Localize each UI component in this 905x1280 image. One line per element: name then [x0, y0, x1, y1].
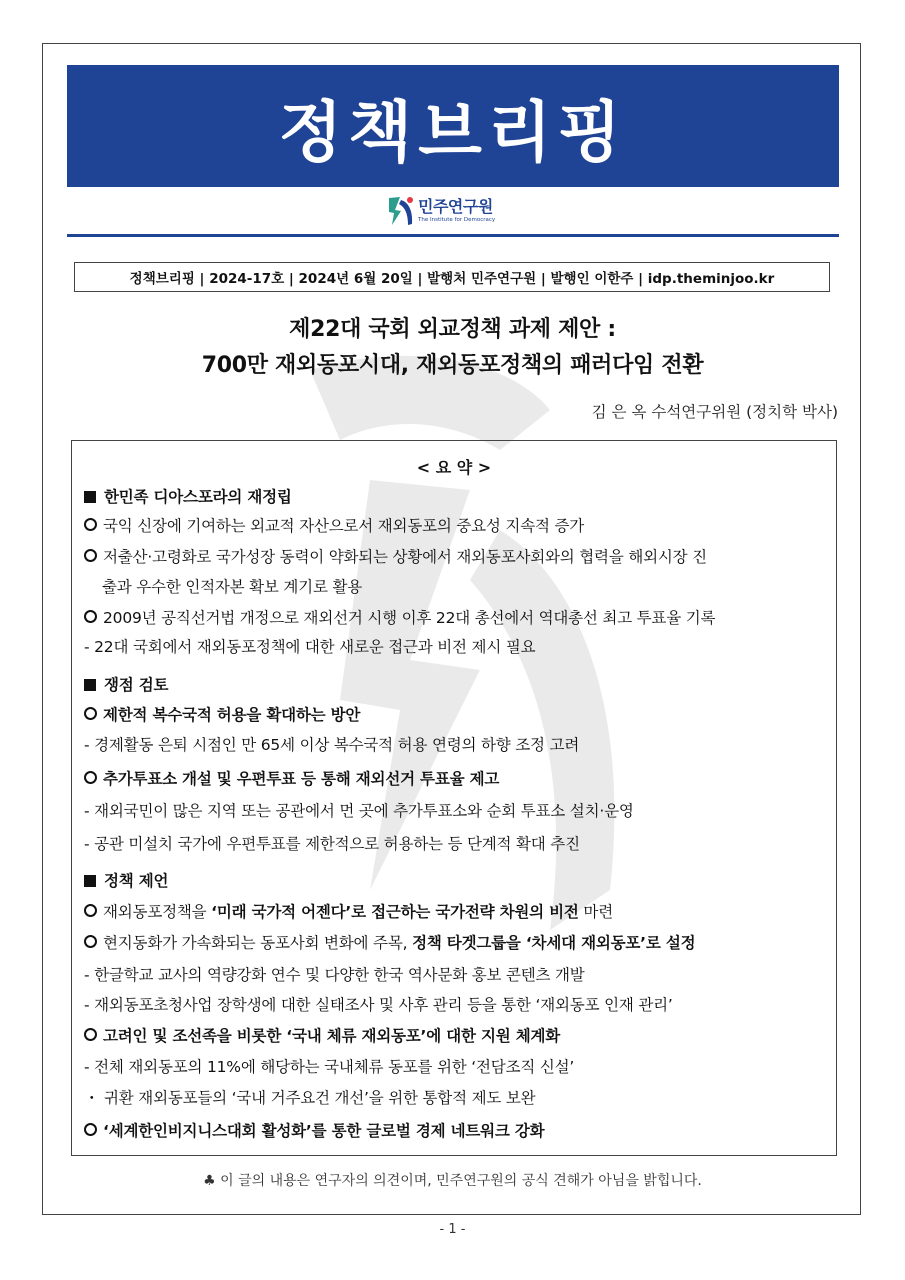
circle-bullet-icon — [84, 771, 97, 784]
list-item: 현지동화가 가속화되는 동포사회 변화에 주목, 정책 타겟그룹을 ‘차세대 재외동포’로 설정 — [84, 931, 695, 953]
circle-bullet-icon — [84, 518, 97, 531]
author-line: 김 은 옥 수석연구위원 (정치학 박사) — [591, 403, 838, 421]
list-subitem: - 공관 미설치 국가에 우편투표를 제한적으로 허용하는 등 단계적 확대 추진 — [84, 835, 580, 853]
list-item: 2009년 공직선거법 개정으로 재외선거 시행 이후 22대 총선에서 역대총선 최고 투표율 기록 — [84, 606, 715, 628]
document-title-line1: 제22대 국회 외교정책 과제 제안 : — [289, 317, 616, 342]
document-title-line2: 700만 재외동포시대, 재외동포정책의 패러다임 전환 — [201, 353, 704, 378]
list-subitem: - 전체 재외동포의 11%에 해당하는 국내체류 동포를 위한 ‘전담조직 신설’ — [84, 1058, 575, 1076]
section-heading-1: 한민족 디아스포라의 재정립 — [84, 485, 292, 507]
list-item: 제한적 복수국적 허용을 확대하는 방안 — [84, 703, 360, 725]
list-subitem: - 한글학교 교사의 역량강화 연수 및 다양한 한국 역사문화 홍보 콘텐츠 개발 — [84, 966, 585, 984]
logo-name: 민주연구원 — [418, 197, 493, 216]
issue-info-text: 정책브리핑 | 2024-17호 | 2024년 6월 20일 | 발행처 민주연구원 | 발행인 이한주 | idp.theminjoo.kr — [129, 271, 775, 287]
list-subitem: - 재외동포초청사업 장학생에 대한 실태조사 및 사후 관리 등을 통한 ‘재외동포 인재 관리’ — [84, 996, 673, 1014]
header-banner — [67, 65, 839, 187]
list-item-continuation: 출과 우수한 인적자본 확보 계기로 활용 — [102, 578, 363, 596]
square-bullet-icon — [84, 875, 96, 887]
page-number: - 1 - — [439, 1222, 466, 1237]
list-item: 고려인 및 조선족을 비롯한 ‘국내 체류 재외동포’에 대한 지원 체계화 — [84, 1024, 560, 1046]
banner-title: 정책브리핑 — [278, 92, 628, 171]
circle-bullet-icon — [84, 610, 97, 623]
circle-bullet-icon — [84, 1028, 97, 1041]
summary-title: < 요 약 > — [416, 458, 492, 477]
square-bullet-icon — [84, 491, 96, 503]
list-item: 국익 신장에 기여하는 외교적 자산으로서 재외동포의 중요성 지속적 증가 — [84, 514, 584, 536]
issue-info-box — [74, 262, 830, 292]
circle-bullet-icon — [84, 1123, 97, 1136]
section-heading-3: 정책 제언 — [84, 869, 168, 891]
square-bullet-icon — [84, 679, 96, 691]
list-item: 재외동포정책을 ‘미래 국가적 어젠다’로 접근하는 국가전략 차원의 비전 마련 — [84, 900, 613, 922]
summary-box — [71, 440, 837, 1156]
list-item: ‘세계한인비지니스대회 활성화’를 통한 글로벌 경제 네트워크 강화 — [84, 1119, 544, 1141]
header-divider — [67, 234, 839, 237]
circle-bullet-icon — [84, 707, 97, 720]
list-item: 저출산·고령화로 국가성장 동력이 약화되는 상황에서 재외동포사회와의 협력을 해외시장 진 — [84, 545, 707, 567]
logo-mark-icon — [386, 194, 416, 228]
logo-subtitle: The Institute for Democracy — [418, 217, 496, 223]
list-subitem: - 22대 국회에서 재외동포정책에 대한 새로운 접근과 비전 제시 필요 — [84, 638, 536, 656]
institute-logo — [386, 192, 495, 230]
section-heading-2: 쟁점 검토 — [84, 673, 168, 695]
circle-bullet-icon — [84, 935, 97, 948]
circle-bullet-icon — [84, 904, 97, 917]
list-subitem: - 경제활동 은퇴 시점인 만 65세 이상 복수국적 허용 연령의 하향 조정 고려 — [84, 736, 580, 754]
circle-bullet-icon — [84, 549, 97, 562]
disclaimer-note: ♣ 이 글의 내용은 연구자의 의견이며, 민주연구원의 공식 견해가 아님을 밝힙니다. — [203, 1173, 702, 1189]
list-subitem: ・ 귀환 재외동포들의 ‘국내 거주요건 개선’을 위한 통합적 제도 보완 — [84, 1089, 536, 1107]
list-subitem: - 재외국민이 많은 지역 또는 공관에서 먼 곳에 추가투표소와 순회 투표소 설치·운영 — [84, 802, 634, 820]
list-item: 추가투표소 개설 및 우편투표 등 통해 재외선거 투표율 제고 — [84, 767, 499, 789]
